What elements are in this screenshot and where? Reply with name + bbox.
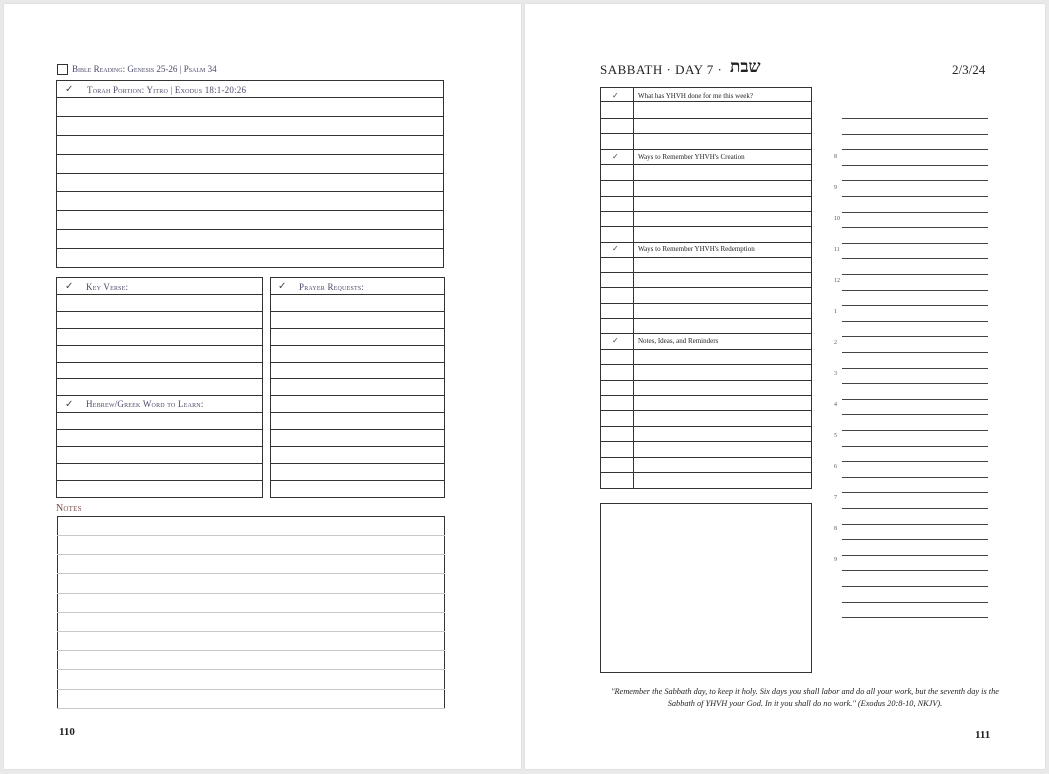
schedule-line bbox=[842, 321, 988, 322]
bible-reading-label: Bible Reading: Genesis 25-26 | Psalm 34 bbox=[72, 64, 217, 74]
hour-label: 3 bbox=[834, 371, 837, 377]
table-row-line bbox=[600, 364, 812, 365]
section-label: What has YHVH done for me this week? bbox=[638, 92, 754, 100]
hour-label: 6 bbox=[834, 464, 837, 470]
writing-line bbox=[270, 463, 445, 464]
date: 2/3/24 bbox=[952, 62, 986, 77]
table-row-line bbox=[600, 395, 812, 396]
writing-line bbox=[56, 463, 263, 464]
table-row-line bbox=[600, 211, 812, 212]
hour-label: 8 bbox=[834, 526, 837, 532]
schedule-line bbox=[842, 555, 988, 556]
schedule-line bbox=[842, 477, 988, 478]
notes-line bbox=[57, 612, 445, 613]
notes-line bbox=[57, 631, 445, 632]
writing-line bbox=[56, 311, 263, 312]
notes-line bbox=[57, 650, 445, 651]
check-icon: ✓ bbox=[612, 152, 619, 161]
schedule-line bbox=[842, 570, 988, 571]
notes-line bbox=[57, 669, 445, 670]
table-row-line bbox=[600, 257, 812, 258]
table-row-line bbox=[600, 226, 812, 227]
page-title: SABBATH · DAY 7 · bbox=[600, 62, 723, 77]
schedule-line bbox=[842, 414, 988, 415]
writing-line bbox=[56, 378, 263, 379]
schedule-line bbox=[842, 617, 988, 618]
table-row-line bbox=[600, 303, 812, 304]
writing-line bbox=[56, 173, 444, 174]
writing-line bbox=[270, 362, 445, 363]
table-row-line bbox=[600, 242, 812, 243]
writing-line bbox=[56, 97, 444, 98]
schedule-line bbox=[842, 399, 988, 400]
table-row-line bbox=[600, 164, 812, 165]
writing-line bbox=[56, 229, 444, 230]
schedule-line bbox=[842, 368, 988, 369]
schedule-line bbox=[842, 180, 988, 181]
writing-line bbox=[56, 294, 263, 295]
hour-label: 10 bbox=[834, 216, 840, 222]
reflection-table bbox=[600, 87, 812, 489]
notes-line bbox=[57, 593, 445, 594]
schedule-line bbox=[842, 258, 988, 259]
table-row-line bbox=[600, 118, 812, 119]
writing-line bbox=[56, 154, 444, 155]
table-row-line bbox=[600, 410, 812, 411]
left-page bbox=[4, 4, 521, 769]
notes-line bbox=[57, 689, 445, 690]
writing-line bbox=[56, 191, 444, 192]
writing-line bbox=[56, 429, 263, 430]
hour-label: 9 bbox=[834, 185, 837, 191]
page-number: 110 bbox=[59, 726, 75, 738]
writing-line bbox=[270, 395, 445, 396]
table-row-line bbox=[600, 333, 812, 334]
table-row-line bbox=[600, 196, 812, 197]
schedule-line bbox=[842, 492, 988, 493]
drawing-box[interactable] bbox=[600, 503, 812, 673]
writing-line bbox=[56, 412, 263, 413]
schedule-line bbox=[842, 524, 988, 525]
writing-line bbox=[56, 248, 444, 249]
check-column-divider bbox=[633, 87, 634, 489]
writing-line bbox=[270, 446, 445, 447]
notes-line bbox=[57, 573, 445, 574]
table-row-line bbox=[600, 101, 812, 102]
writing-line bbox=[56, 345, 263, 346]
schedule-line bbox=[842, 196, 988, 197]
hour-label: 4 bbox=[834, 402, 837, 408]
writing-line bbox=[56, 210, 444, 211]
schedule-line bbox=[842, 212, 988, 213]
hour-label: 11 bbox=[834, 247, 840, 253]
schedule-line bbox=[842, 336, 988, 337]
writing-line bbox=[56, 446, 263, 447]
notes-line bbox=[57, 535, 445, 536]
schedule-line bbox=[842, 290, 988, 291]
schedule-line bbox=[842, 149, 988, 150]
writing-line bbox=[56, 116, 444, 117]
table-row-line bbox=[600, 180, 812, 181]
writing-line bbox=[270, 345, 445, 346]
notes-line bbox=[57, 554, 445, 555]
schedule-line bbox=[842, 352, 988, 353]
check-icon: ✓ bbox=[612, 91, 619, 100]
check-icon: ✓ bbox=[65, 84, 74, 95]
page-number: 111 bbox=[975, 729, 991, 741]
check-icon: ✓ bbox=[612, 244, 619, 253]
writing-line bbox=[270, 328, 445, 329]
hebrew-greek-label: Hebrew/Greek Word to Learn: bbox=[86, 399, 204, 409]
writing-line bbox=[270, 378, 445, 379]
torah-portion-label: Torah Portion: Yitro | Exodus 18:1-20:26 bbox=[87, 85, 247, 95]
writing-line bbox=[270, 480, 445, 481]
right-page bbox=[525, 4, 1045, 769]
schedule-line bbox=[842, 243, 988, 244]
table-row-line bbox=[600, 457, 812, 458]
schedule-line bbox=[842, 165, 988, 166]
torah-portion-box bbox=[56, 80, 444, 268]
schedule-line bbox=[842, 227, 988, 228]
table-row-line bbox=[600, 318, 812, 319]
schedule-line bbox=[842, 461, 988, 462]
schedule-line bbox=[842, 602, 988, 603]
check-icon: ✓ bbox=[65, 399, 74, 410]
table-row-line bbox=[600, 380, 812, 381]
prayer-requests-label: Prayer Requests: bbox=[299, 282, 365, 292]
schedule-line bbox=[842, 118, 988, 119]
schedule-line bbox=[842, 446, 988, 447]
hour-label: 5 bbox=[834, 433, 837, 439]
notes-label: Notes bbox=[56, 503, 82, 514]
section-label: Ways to Remember YHVH's Creation bbox=[638, 153, 745, 161]
table-row-line bbox=[600, 472, 812, 473]
notes-line bbox=[57, 708, 445, 709]
check-icon: ✓ bbox=[612, 336, 619, 345]
check-icon: ✓ bbox=[65, 281, 74, 292]
section-label: Ways to Remember YHVH's Redemption bbox=[638, 245, 755, 253]
schedule-line bbox=[842, 508, 988, 509]
section-label: Notes, Ideas, and Reminders bbox=[638, 337, 719, 345]
schedule-line bbox=[842, 539, 988, 540]
schedule-line bbox=[842, 274, 988, 275]
table-row-line bbox=[600, 441, 812, 442]
table-row-line bbox=[600, 287, 812, 288]
schedule-line bbox=[842, 134, 988, 135]
writing-line bbox=[56, 362, 263, 363]
hour-label: 9 bbox=[834, 557, 837, 563]
schedule-line bbox=[842, 383, 988, 384]
schedule-line bbox=[842, 586, 988, 587]
writing-line bbox=[270, 429, 445, 430]
writing-line bbox=[270, 294, 445, 295]
writing-line bbox=[56, 135, 444, 136]
hour-label: 7 bbox=[834, 495, 837, 501]
writing-line bbox=[56, 328, 263, 329]
hour-label: 8 bbox=[834, 154, 837, 160]
schedule-line bbox=[842, 305, 988, 306]
hebrew-title: שבת bbox=[730, 57, 761, 76]
writing-line bbox=[56, 395, 263, 396]
scripture-quote: "Remember the Sabbath day, to keep it holy. Six days you shall labor and do all your work, but the seventh day is the Sabbath of YHVH your God. In it you shall do no work." (Exodus 20:8-10, NKJV). bbox=[611, 687, 999, 708]
bible-reading-checkbox[interactable] bbox=[57, 64, 68, 75]
hour-label: 12 bbox=[834, 278, 840, 284]
writing-line bbox=[270, 412, 445, 413]
hour-label: 1 bbox=[834, 309, 837, 315]
table-row-line bbox=[600, 426, 812, 427]
key-verse-label: Key Verse: bbox=[86, 282, 129, 292]
table-row-line bbox=[600, 149, 812, 150]
hour-label: 2 bbox=[834, 340, 837, 346]
table-row-line bbox=[600, 272, 812, 273]
writing-line bbox=[56, 480, 263, 481]
table-row-line bbox=[600, 349, 812, 350]
writing-line bbox=[270, 311, 445, 312]
schedule-line bbox=[842, 430, 988, 431]
check-icon: ✓ bbox=[278, 281, 287, 292]
table-row-line bbox=[600, 133, 812, 134]
